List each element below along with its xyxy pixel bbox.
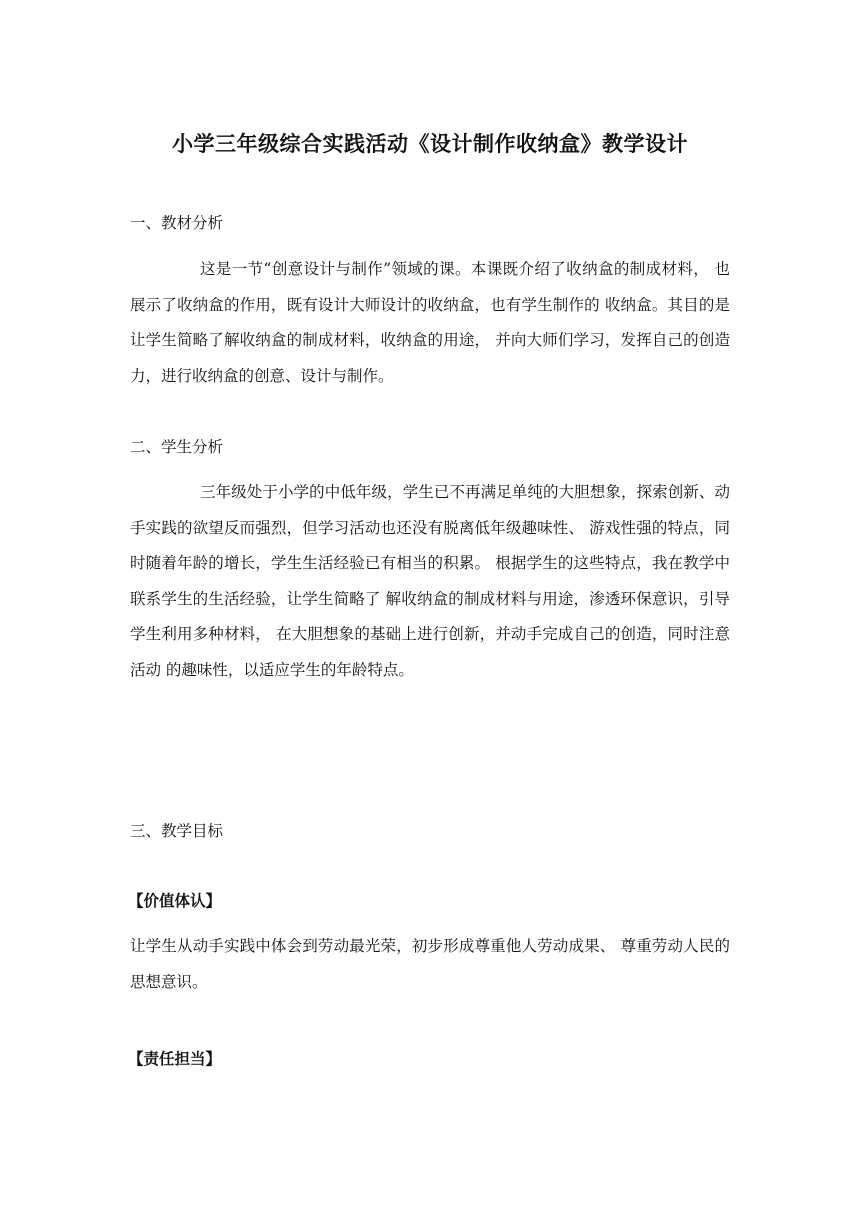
section-heading-materials: 一、教材分析: [130, 214, 224, 232]
responsibility-heading: 【责任担当】: [128, 1049, 222, 1068]
section-heading-objectives: 三、教学目标: [130, 822, 224, 840]
section-paragraph-materials: 这是一节“创意设计与制作”领域的课。本课既介绍了收纳盒的制成材料， 也展示了收纳盒的作用，既有设计大师设计的收纳盒，也有学生制作的 收纳盒。其目的是让学生简略了解收纳盒的制成材料，收纳盒的用途， 并向大师们学习，发挥自己的创造力，进行收纳盒的创意、设计与制作。: [130, 260, 730, 385]
value-heading: 【价值体认】: [128, 891, 222, 910]
section-heading-students: 二、学生分析: [130, 438, 224, 456]
value-paragraph: 让学生从动手实践中体会到劳动最光荣，初步形成尊重他人劳动成果、 尊重劳动人民的思想意识。: [130, 937, 730, 991]
page-title: 小学三年级综合实践活动《设计制作收纳盒》教学设计: [172, 131, 688, 156]
section-paragraph-students: 三年级处于小学的中低年级，学生已不再满足单纯的大胆想象，探索创新、动手实践的欲望反而强烈，但学习活动也还没有脱离低年级趣味性、 游戏性强的特点，同时随着年龄的增长，学生生活经验已有相当的积累。 根据学生的这些特点，我在教学中联系学生的生活经验，让学生简略了 解收纳盒的制成材料与用途，渗透环保意识，引导学生利用多种材料， 在大胆想象的基础上进行创新，并动手完成自己的创造，同时注意活动 的趣味性，以适应学生的年龄特点。: [130, 483, 730, 679]
